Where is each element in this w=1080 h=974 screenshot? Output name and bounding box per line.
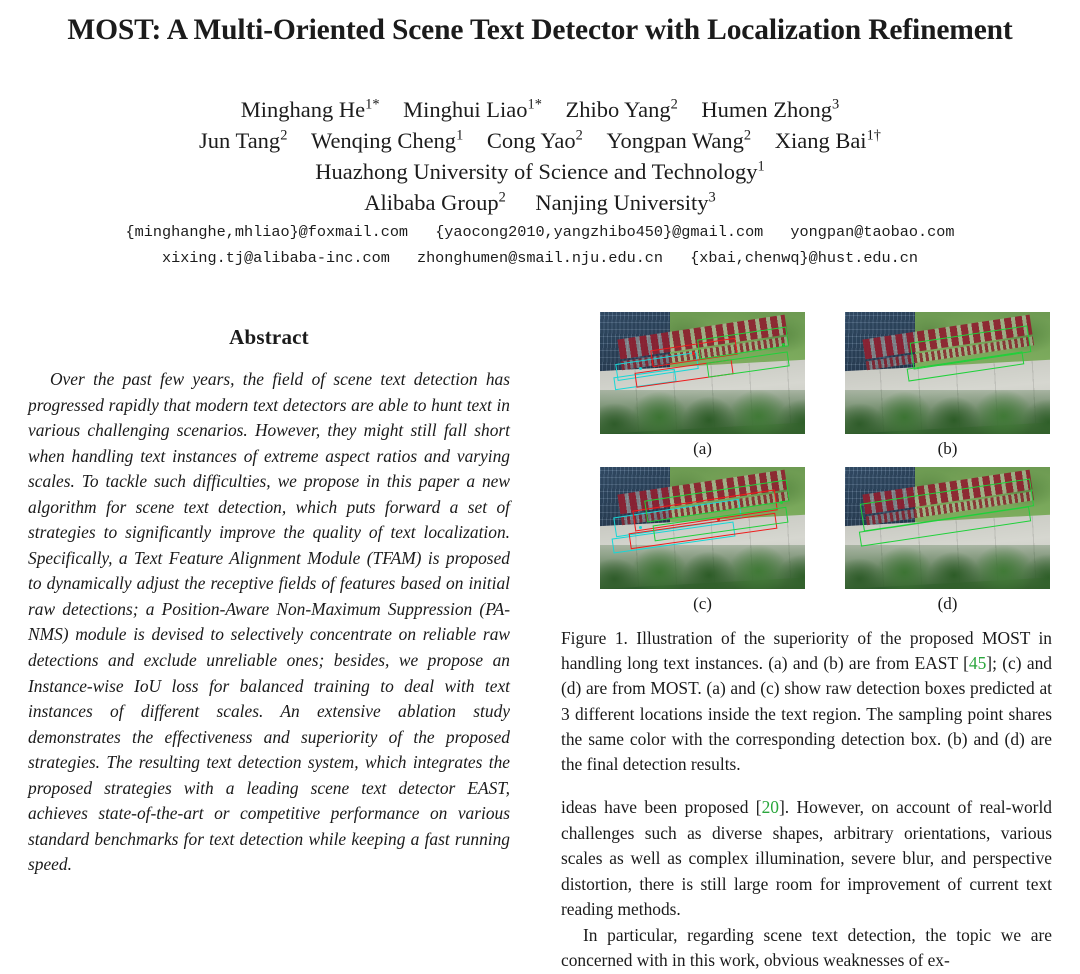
figure-row-top [600,312,1050,461]
figure-cell-c [600,467,805,616]
author-entry [311,128,463,153]
author-name: Zhibo Yang [565,97,671,122]
figure-subcaption-b: (b) [937,439,958,458]
figure-image-b [845,312,1050,434]
figure-subcaption-a: (a) [693,439,712,458]
email-line-2 [0,245,1080,271]
sampling-point-cyan [639,526,642,529]
author-entry [487,128,583,153]
abstract-heading: Abstract [229,325,309,349]
author-name: Yongpan Wang [606,128,744,153]
bushes [600,390,805,434]
body-text-part-2: ]. However, on account of real-world challenges such as diverse shapes, arbitrary orientations, various scales as well as complex illumination, severe blur, and perspective distortion, there is still large room for improvement of current text reading methods. [561,797,1052,920]
author-name: Humen Zhong [701,97,833,122]
author-affiliation-marker: 1* [527,96,542,113]
email-address[interactable]: {xbai,chenwq}@hust.edu.cn [690,249,919,267]
abstract-text: Over the past few years, the field of scene text detection has progressed rapidly that modern text detectors are able to hunt text in various challenging scenarios. However, they might still fall short when handling text instances of extreme aspect ratios and varying scales. To tackle such difficulties, we propose in this paper a new algorithm for scene text detection, which puts forward a set of strategies to significantly improve the quality of text localization. Specifically, a Text Feature Alignment Module (TFAM) is proposed to dynamically adjust the receptive fields of features based on initial raw detections; a Position-Aware Non-Maximum Suppression (PA-NMS) module is devised to selectively concentrate on reliable raw detections and exclude unreliable ones; besides, we propose an Instance-wise IoU loss for balanced training to deal with text instances of different scales. An extensive ablation study demonstrates the effectiveness and superiority of the proposed strategies. The resulting text detection system, which integrates the proposed strategies with a leading scene text detector EAST, achieves state-of-the-art or competitive performance on various standard benchmarks for text detection while keeping a fast running speed. [28,369,510,875]
author-line-1 [0,94,1080,125]
author-entry [403,97,542,122]
author-entry [607,128,752,153]
affiliation-entry [315,159,764,184]
author-affiliation-marker: 2 [575,127,583,144]
author-entry [775,128,881,153]
author-entry [241,97,380,122]
affiliation-marker: 2 [498,189,506,206]
affiliation-entry [364,190,506,215]
affiliation-marker: 3 [708,189,716,206]
affiliation-line-1 [0,156,1080,187]
email-address[interactable]: {yaocong2010,yangzhibo450}@gmail.com [435,223,764,241]
right-column [561,312,1052,974]
figure-cell-b [845,312,1050,461]
page-title: MOST: A Multi-Oriented Scene Text Detector with Localization Refinement [67,14,1013,46]
author-entry [566,97,678,122]
email-address[interactable]: xixing.tj@alibaba-inc.com [161,249,390,267]
author-name: Jun Tang [199,128,281,153]
figure-image-c [600,467,805,589]
bushes [845,545,1050,589]
bushes [845,390,1050,434]
body-paragraph-2: In particular, regarding scene text detection, the topic we are concerned with in this work, obvious weaknesses of ex- [561,924,1052,971]
figure-cell-a [600,312,805,461]
figure-row-bottom [600,467,1050,616]
author-entry [701,97,839,122]
sampling-point-cyan [639,367,642,370]
author-name: Cong Yao [486,128,576,153]
author-name: Wenqing Cheng [311,128,457,153]
email-address[interactable]: yongpan@taobao.com [790,223,955,241]
body-paragraph-1 [561,795,1052,923]
email-address[interactable]: {minghanghe,mhliao}@foxmail.com [125,223,409,241]
affiliation-name: Alibaba Group [364,190,499,215]
author-name: Minghang He [240,97,366,122]
body-text [561,795,1052,974]
author-affiliation-marker: 2 [280,127,288,144]
emails-block [0,219,1080,271]
affiliation-name: Huazhong University of Science and Technology [315,159,758,184]
figure-subcaption-d: (d) [937,594,958,613]
figure-image-d [845,467,1050,589]
citation-link-20[interactable]: 20 [761,797,779,818]
left-column [28,325,510,878]
author-entry [199,128,287,153]
figure-image-a [600,312,805,434]
affiliation-name: Nanjing University [535,190,709,215]
figure-1-image-grid [600,312,1050,616]
bushes [600,545,805,589]
author-name: Xiang Bai [774,128,867,153]
citation-link-45[interactable]: 45 [968,653,987,674]
author-affiliation-marker: 3 [832,96,840,113]
authors-block [0,94,1080,218]
figure-caption-text-part-1: Figure 1. Illustration of the superiority of the proposed MOST in handling long text instances. (a) and (b) are from EAST [ [561,628,1052,674]
author-affiliation-marker: 1* [365,96,380,113]
author-line-2 [0,125,1080,156]
author-name: Minghui Liao [403,97,528,122]
email-address[interactable]: zhonghumen@smail.nju.edu.cn [416,249,664,267]
affiliation-entry [535,190,715,215]
figure-caption-text-part-2: ]; (c) and (d) are from MOST. (a) and (c) show raw detection boxes predicted at 3 different locations inside the text region. The sampling point shares the same color with the corresponding detection box. (b) and (d) are the final detection results. [561,653,1052,775]
figure-subcaption-c: (c) [693,594,712,613]
email-line-1 [0,219,1080,245]
affiliation-line-2 [0,187,1080,218]
author-affiliation-marker: 2 [743,127,752,144]
author-affiliation-marker: 1† [866,127,881,144]
figure-1-caption [561,626,1052,777]
author-affiliation-marker: 1 [456,127,464,144]
body-text-part-1: ideas have been proposed [ [561,797,762,818]
affiliation-marker: 1 [757,158,765,175]
figure-cell-d [845,467,1050,616]
author-affiliation-marker: 2 [670,96,678,113]
